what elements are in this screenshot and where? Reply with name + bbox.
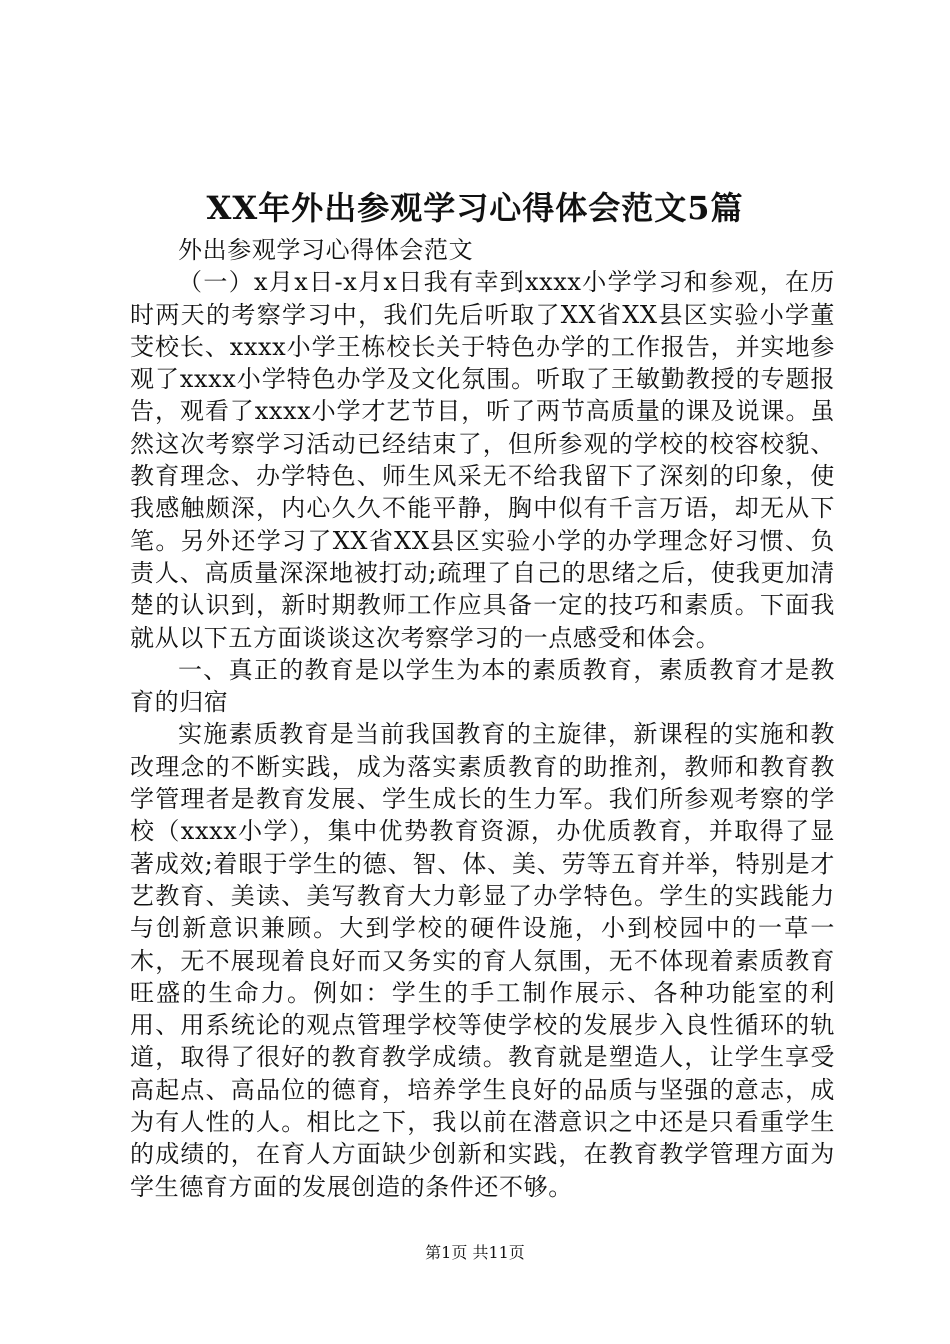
page-number-footer: 第1页 共11页 xyxy=(425,1243,525,1262)
body-paragraph: 实施素质教育是当前我国教育的主旋律，新课程的实施和教改理念的不断实践，成为落实素质教育的助推剂，教师和教育教学管理者是教育发展、学生成长的生力军。我们所参观考察的学校（xxxx小学），集中优势教育资源，办优质教育，并取得了显著成效;着眼于学生的德、智、体、美、劳等五育并举，特别是才艺教育、美读、美写教育大力彰显了办学特色。学生的实践能力与创新意识兼顾。大到学校的硬件设施，小到校园中的一草一木，无不展现着良好而又务实的育人氛围，无不体现着素质教育旺盛的生命力。例如：学生的手工制作展示、各种功能室的利用、用系统论的观点管理学校等使学校的发展步入良性循环的轨道，取得了很好的教育教学成绩。教育就是塑造人，让学生享受高起点、高品位的德育，培养学生良好的品质与坚强的意志，成为有人性的人。相比之下，我以前在潜意识之中还是只看重学生的成绩的，在育人方面缺少创新和实践，在教育教学管理方面为学生德育方面的发展创造的条件还不够。 xyxy=(130,720,835,1201)
document-title: XX年外出参观学习心得体会范文5篇 xyxy=(206,189,744,227)
document-body xyxy=(130,234,835,1203)
section-heading: 一、真正的教育是以学生为本的素质教育，素质教育才是教育的归宿 xyxy=(130,655,835,717)
intro-paragraph: （一）x月x日-x月x日我有幸到xxxx小学学习和参观，在历时两天的考察学习中，我们先后听取了XX省XX县区实验小学董芠校长、xxxx小学王栋校长关于特色办学的工作报告，并实地参观了xxxx小学特色办学及文化氛围。听取了王敏勤教授的专题报告，观看了xxxx小学才艺节目，听了两节高质量的课及说课。虽然这次考察学习活动已经结束了，但所参观的学校的校容校貌、教育理念、办学特色、师生风采无不给我留下了深刻的印象，使我感触颇深，内心久久不能平静，胸中似有千言万语，却无从下笔。另外还学习了XX省XX县区实验小学的办学理念好习惯、负责人、高质量深深地被打动;疏理了自己的思绪之后，使我更加清楚的认识到，新时期教师工作应具备一定的技巧和素质。下面我就从以下五方面谈谈这次考察学习的一点感受和体会。 xyxy=(130,268,835,652)
subtitle-paragraph: 外出参观学习心得体会范文 xyxy=(178,236,474,264)
